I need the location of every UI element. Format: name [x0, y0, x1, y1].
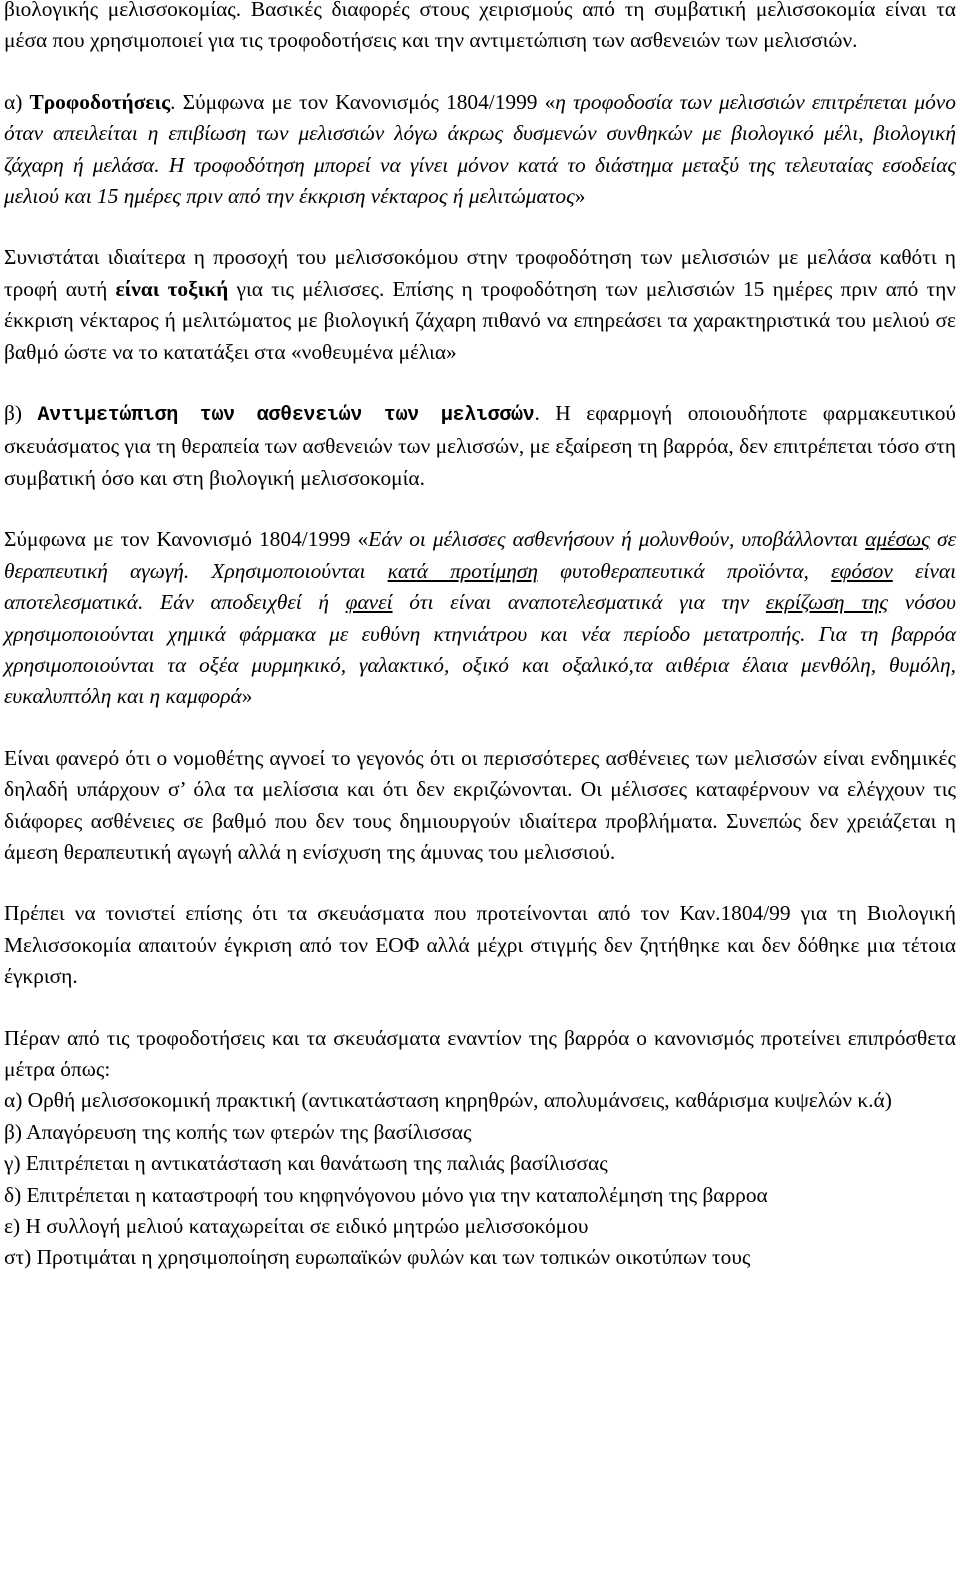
quote-underline-2: κατά προτίμηση: [387, 558, 538, 583]
diseases-heading: Αντιμετώπιση των ασθενειών των μελισσών: [37, 404, 535, 428]
quote-part-1: Εάν οι μέλισσες ασθενήσουν ή μολυνθούν, υποβάλλονται: [368, 527, 866, 552]
quote-close: »: [241, 684, 253, 709]
molasses-text-b: για τις μέλισσες. Επίσης η τροφοδότηση των μελισσιών 15 ημέρες πριν από την έκκριση νέκταρος ή μελιτώματος με βιολογική ζάχαρη πιθανό να επηρεάσει τα χαρακτηριστικά του μελιού σε βαθμό ώστε να το κατατάξει στα «νοθευμένα μέλια»: [4, 276, 956, 364]
measure-item: δ) Επιτρέπεται η καταστροφή του κηφηνόγονου μόνο για την καταπολέμηση της βαρροα: [4, 1182, 768, 1207]
measure-item: β) Απαγόρευση της κοπής των φτερών της βασίλισσας: [4, 1119, 472, 1144]
molasses-text-a: Συνιστάται ιδιαίτερα η προσοχή του μελισσοκόμου στην τροφοδότηση των μελισσιών με μελάσα καθότι η τροφή αυτή: [4, 245, 956, 301]
quote-underline-3: εφόσον: [831, 558, 893, 583]
legislator-text: Είναι φανερό ότι ο νομοθέτης αγνοεί το γεγονός ότι οι περισσότερες ασθένειες των μελισσών είναι ενδημικές δηλαδή υπάρχουν σ’ όλα τα μελίσσια και ότι δεν εκριζώνονται. Οι μέλισσες καταφέρνουν να ελέγχουν τις διάφορες ασθένειες σε βαθμό που δεν τους δημιουργούν ιδιαίτερα προβλήματα. Συνεπώς δεν χρειάζεται η άμεση θεραπευτική αγωγή αλλά η ενίσχυση της άμυνας του μελισσιού.: [4, 745, 956, 864]
feeding-regulation-quote: η τροφοδοσία των μελισσιών επιτρέπεται μόνο όταν απειλείται η επιβίωση των μελισσιών λόγω άκρως δυσμενών συνθηκών με βιολογικό μέλι, βιολογική ζάχαρη ή μελάσα. Η τροφοδότηση μπορεί να γίνει μόνον κατά το διάστημα μεταξύ της τελευταίας εσοδείας μελιού και 15 ημέρες πριν από την έκκριση νέκταρος ή μελιτώματος: [4, 89, 956, 209]
quote-underline-4: φανεί: [345, 590, 393, 615]
measure-item: γ) Επιτρέπεται η αντικατάσταση και θανάτωση της παλιάς βασίλισσας: [4, 1151, 608, 1176]
feeding-quote-close: »: [574, 184, 586, 209]
quote-part-2: σε θεραπευτική αγωγή. Χρησιμοποιούνται: [4, 527, 957, 583]
eof-approval-paragraph: [4, 898, 956, 992]
feeding-paragraph: [4, 87, 956, 213]
eof-approval-text: Πρέπει να τονιστεί επίσης ότι τα σκευάσματα που προτείνονται από τον Καν.1804/99 για τη Βιολογική Μελισσοκομία απαιτούν έγκριση από τον ΕΟΦ αλλά μέχρι στιγμής δεν ζητήθηκε και δεν δόθηκε μια τέτοια έγκριση.: [4, 901, 956, 989]
legislator-paragraph: [4, 743, 956, 869]
quote-underline-1: αμέσως: [865, 527, 930, 552]
quote-part-6: νόσου χρησιμοποιούνται χημικά φάρμακα με ευθύνη κτηνιάτρου και νέα περίοδο μετατροπής. Για τη βαρρόα χρησιμοποιούνται τα οξέα μυρμηκικό, γαλακτικό, οξικό και οξαλικό,τα αιθέρια έλαια μενθόλη, θυμόλη, ευκαλυπτόλη και η καμφορά: [4, 590, 956, 709]
toxic-emphasis: είναι τοξική: [115, 276, 229, 301]
feeding-text-a: . Σύμφωνα με τον Κανονισμός 1804/1999 «: [170, 89, 556, 114]
regulation-intro: Σύμφωνα με τον Κανονισμό 1804/1999 «: [4, 527, 369, 552]
diseases-paragraph: [4, 398, 956, 494]
diseases-text: . Η εφαρμογή οποιουδήποτε φαρμακευτικού σκευάσματος για τη θεραπεία των ασθενειών των μελισσών, με εξαίρεση τη βαρρόα, δεν επιτρέπεται τόσο στη συμβατική όσο και στη βιολογική μελισσοκομία.: [4, 401, 956, 490]
quote-underline-5: εκρίζωση της: [765, 590, 889, 615]
measure-item: α) Ορθή μελισσοκομική πρακτική (αντικατάσταση κηρηθρών, απολυμάνσεις, καθάρισμα κυψελών κ.ά): [4, 1088, 892, 1113]
quote-part-5: ότι είναι αναποτελεσματικά για την: [392, 590, 766, 615]
measures-intro: Πέραν από τις τροφοδοτήσεις και τα σκευάσματα εναντίον της βαρρόα ο κανονισμός προτείνει επιπρόσθετα μέτρα όπως:: [4, 1025, 956, 1081]
quote-part-3: φυτοθεραπευτικά προϊόντα,: [538, 558, 832, 583]
feeding-heading: Τροφοδοτήσεις: [29, 89, 171, 114]
feeding-prefix: α): [4, 89, 30, 114]
intro-text: βιολογικής μελισσοκομίας. Βασικές διαφορές στους χειρισμούς από τη συμβατική μελισσοκομία είναι τα μέσα που χρησιμοποιεί για τις τροφοδοτήσεις και την αντιμετώπιση των ασθενειών των μελισσιών.: [4, 0, 956, 53]
regulation-quote-paragraph: [4, 524, 956, 712]
molasses-paragraph: [4, 242, 956, 368]
measures-section: [4, 1023, 956, 1274]
intro-paragraph: [4, 0, 956, 57]
quote-part-4: είναι αποτελεσματικά. Εάν αποδειχθεί ή: [4, 558, 957, 615]
measure-item: ε) Η συλλογή μελιού καταχωρείται σε ειδικό μητρώο μελισσοκόμου: [4, 1214, 589, 1238]
diseases-prefix: β): [4, 401, 38, 426]
measure-item: στ) Προτιμάται η χρησιμοποίηση ευρωπαϊκών φυλών και των τοπικών οικοτύπων τους: [4, 1245, 751, 1270]
